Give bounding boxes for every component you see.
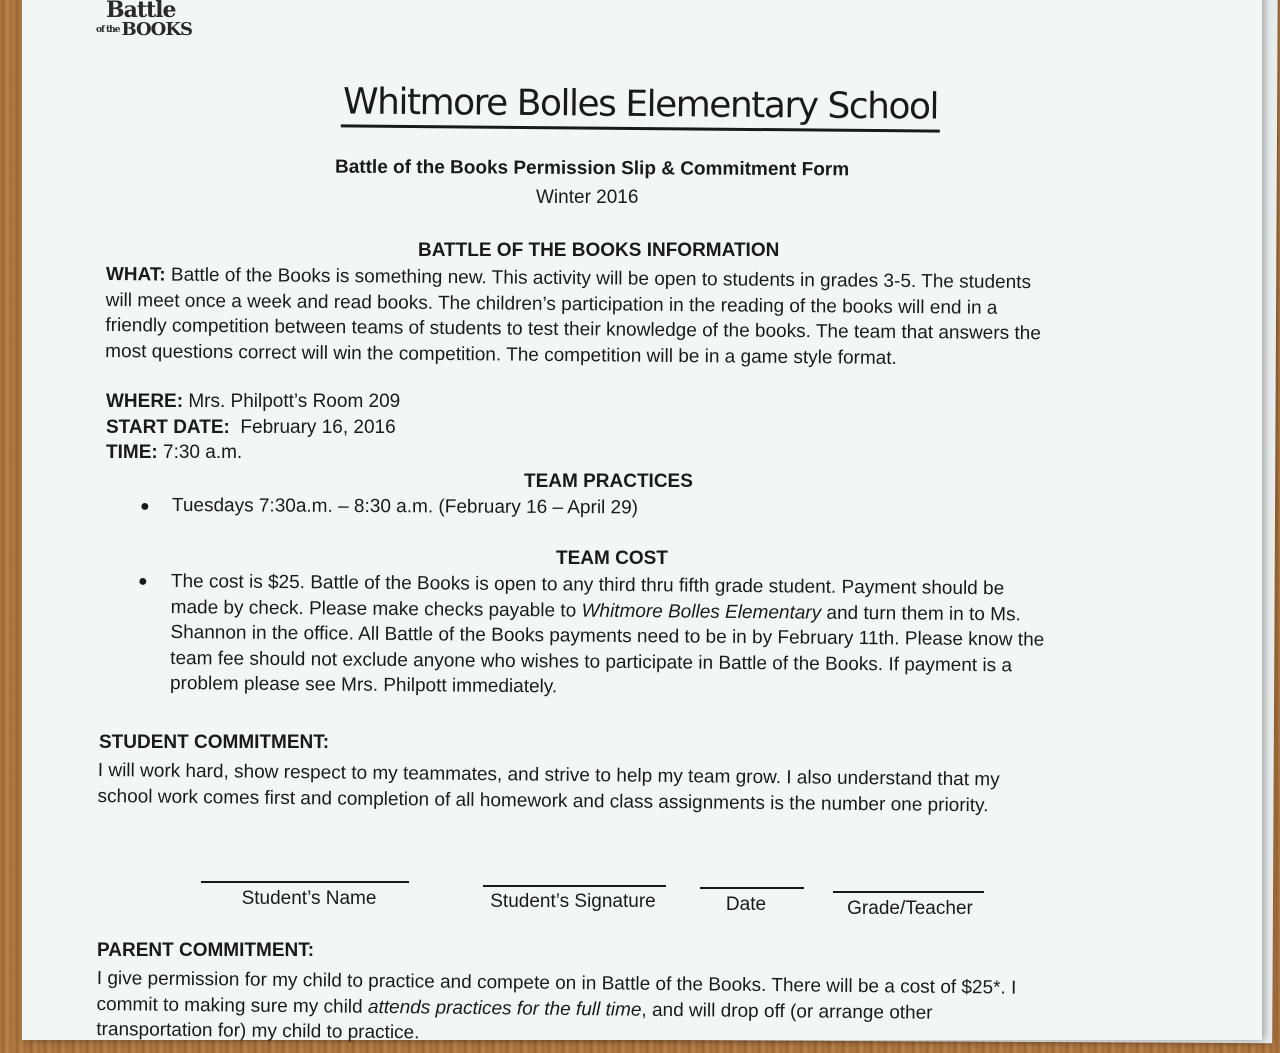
signature-line bbox=[483, 885, 666, 887]
team-cost-heading: TEAM COST bbox=[556, 548, 668, 569]
what-label: WHAT: bbox=[105, 263, 166, 286]
time-row: TIME: 7:30 a.m. bbox=[106, 442, 243, 463]
student-commitment-heading: STUDENT COMMITMENT: bbox=[99, 732, 330, 753]
bullet-icon: ● bbox=[138, 573, 148, 590]
students-name-label: Student’s Name bbox=[241, 888, 377, 909]
start-date-row: START DATE: February 16, 2016 bbox=[106, 417, 396, 438]
parent-commitment-heading: PARENT COMMITMENT: bbox=[97, 940, 315, 961]
signature-line bbox=[201, 881, 409, 883]
school-name: Whitmore Bolles Elementary School bbox=[0, 84, 1280, 130]
info-heading: BATTLE OF THE BOOKS INFORMATION bbox=[418, 240, 780, 261]
what-paragraph: WHAT: Battle of the Books is something new. This activity will be open to students in grades 3-5. The students will meet once a week and read books. The children’s participation in the reading of the books will end in a friendly competition between teams of students to test their knowledge of the books. The team that answers the most questions correct will win the competition. The competition will be in a game style format. bbox=[105, 263, 1041, 369]
season: Winter 2016 bbox=[536, 187, 639, 208]
signature-line bbox=[833, 891, 984, 893]
student-commitment-text: I will work hard, show respect to my teammates, and strive to help my team grow. I also understand that my school work comes first and completion of all homework and class assignments is the number one priority. bbox=[97, 759, 1000, 816]
practice-item: Tuesdays 7:30a.m. – 8:30 a.m. (February 16 – April 29) bbox=[171, 495, 639, 519]
form-title: Battle of the Books Permission Slip & Commitment Form bbox=[334, 156, 850, 181]
signature-line bbox=[700, 887, 804, 889]
grade-teacher-label: Grade/Teacher bbox=[847, 898, 973, 919]
team-practices-heading: TEAM PRACTICES bbox=[524, 471, 693, 492]
cost-paragraph: The cost is $25. Battle of the Books is open to any third thru fifth grade student. Payment should be made by check. Please make checks payable to Whitmore Bolles Elementary and turn them in to Ms. Shannon in the office. All Battle of the Books payments need to be in by February 11th. Please know the team fee should not exclude anyone who wishes to participate in Battle of the Books. If payment is a problem please see Mrs. Philpott immediately. bbox=[169, 570, 1045, 698]
date-label: Date bbox=[725, 894, 767, 915]
battle-of-the-books-logo: Battle $^{of the}$ BOOKS bbox=[96, 0, 192, 40]
where-row: WHERE: Mrs. Philpott’s Room 209 bbox=[106, 391, 401, 412]
parent-commitment-text: I give permission for my child to practice and compete on in Battle of the Books. There will be a cost of $25*. I commit to making sure my child attends practices for the full time, and will drop off (or arrange other transportation for) my child to practice. bbox=[96, 967, 1017, 1044]
bullet-icon: ● bbox=[140, 498, 150, 515]
students-signature-label: Student’s Signature bbox=[490, 891, 656, 912]
